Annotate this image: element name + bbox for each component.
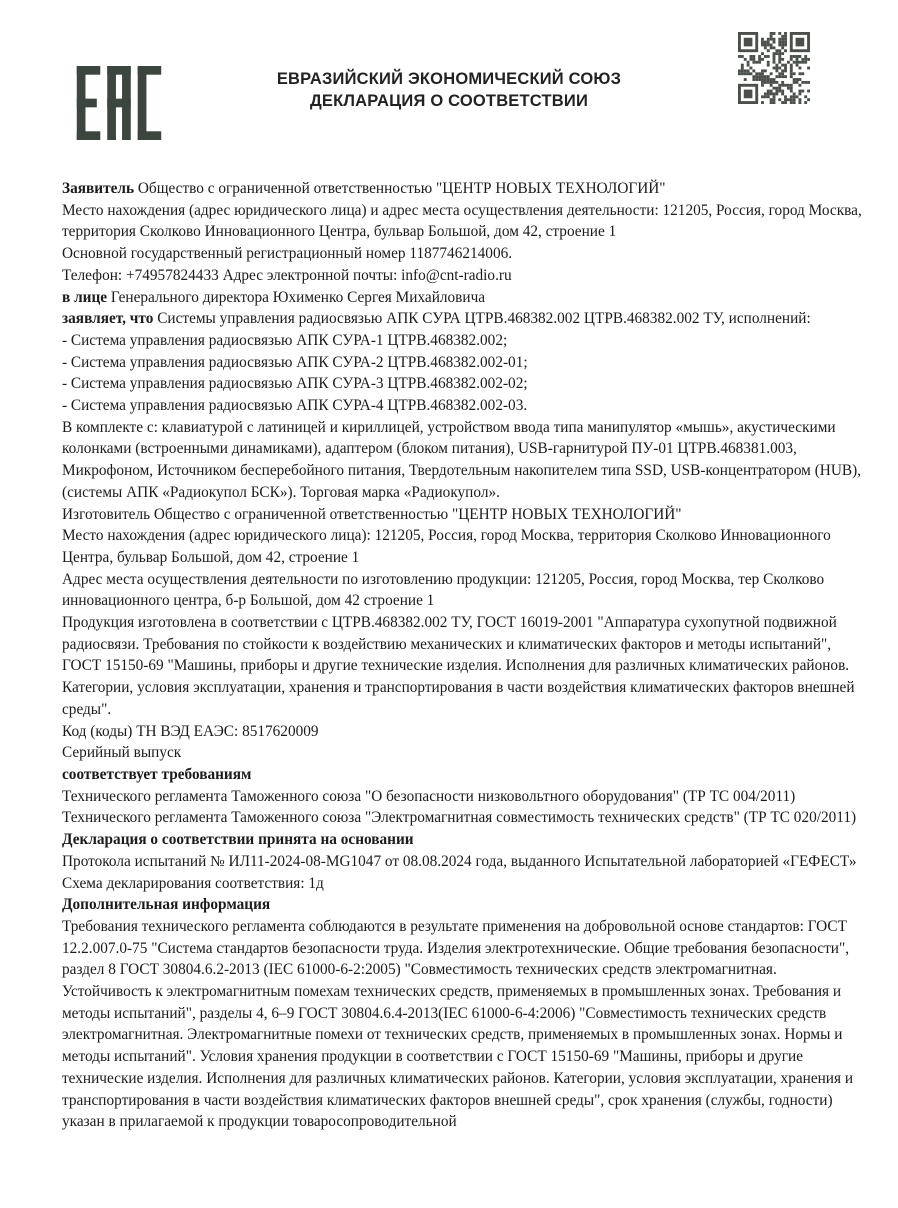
document-body bbox=[62, 178, 862, 1133]
paragraph bbox=[62, 851, 862, 873]
qr-code-icon bbox=[738, 32, 810, 104]
text-segment-bold: заявляет, что bbox=[62, 310, 158, 328]
paragraph bbox=[62, 504, 862, 526]
text-segment: Схема декларирования соответствия: 1д bbox=[62, 874, 324, 892]
text-segment: Протокола испытаний № ИЛ11-2024-08-MG1047 от 08.08.2024 года, выданного Испытательной лабораторией «ГЕФЕСТ» bbox=[62, 852, 857, 870]
text-segment: Серийный выпуск bbox=[62, 744, 182, 762]
text-segment: Требования технического регламента соблюдаются в результате применения на добровольной основе стандартов: ГОСТ 12.2.007.0-75 "Система стандартов безопасности труда. Изделия электротехнические. Общие требования безопасности", раздел 8 ГОСТ 30804.6.2-2013 (IEC 61000-6-2:2005) "Совместимость технических средств электромагнитная. Устойчивость к электромагнитным помехам технических средств, применяемых в промышленных зонах. Требования и методы испытаний", разделы 4, 6–9 ГОСТ 30804.6.4-2013(IEC 61000-6-4:2006) "Совместимость технических средств электромагнитная. Электромагнитные помехи от технических средств, применяемых в промышленных зонах. Нормы и методы испытаний". Условия хранения продукции в соответствии с ГОСТ 15150-69 "Машины, приборы и другие технические изделия. Исполнения для различных климатических районов. Категории, условия эксплуатации, хранения и транспортирования в части воздействия климатических факторов внешней среды", срок хранения (службы, годности) указан в прилагаемой к продукции товаросопроводительной bbox=[62, 917, 854, 1131]
text-segment-bold: Дополнительная информация bbox=[62, 896, 271, 914]
paragraph bbox=[62, 287, 862, 309]
paragraph bbox=[62, 569, 862, 612]
text-segment: Технического регламента Таможенного союза "Электромагнитная совместимость технических средств" (ТР ТС 020/2011) bbox=[62, 809, 857, 827]
paragraph bbox=[62, 916, 862, 1133]
paragraph bbox=[62, 612, 862, 721]
text-segment-bold: в лице bbox=[62, 288, 111, 306]
paragraph bbox=[62, 807, 862, 829]
paragraph bbox=[62, 265, 862, 287]
paragraph bbox=[62, 829, 862, 851]
paragraph bbox=[62, 330, 862, 352]
text-segment: - Система управления радиосвязью АПК СУРА-2 ЦТРВ.468382.002-01; bbox=[62, 353, 528, 371]
text-segment: Телефон: +74957824433 Адрес электронной почты: info@cnt-radio.ru bbox=[62, 266, 512, 284]
text-segment: - Система управления радиосвязью АПК СУРА-3 ЦТРВ.468382.002-02; bbox=[62, 375, 528, 393]
paragraph bbox=[62, 786, 862, 808]
text-segment: Адрес места осуществления деятельности по изготовлению продукции: 121205, Россия, город Москва, тер Сколково инновационного центра, б-р Большой, дом 42 строение 1 bbox=[62, 570, 825, 610]
paragraph bbox=[62, 894, 862, 916]
paragraph bbox=[62, 417, 862, 504]
paragraph bbox=[62, 721, 862, 743]
text-segment: Генерального директора Юхименко Сергея Михайловича bbox=[110, 288, 486, 306]
text-segment-bold: Заявитель bbox=[62, 180, 138, 197]
text-segment: Технического регламента Таможенного союза "О безопасности низковольтного оборудования" (ТР ТС 004/2011) bbox=[62, 787, 796, 805]
text-segment: Изготовитель Общество с ограниченной ответственностью "ЦЕНТР НОВЫХ ТЕХНОЛОГИЙ" bbox=[62, 505, 682, 523]
paragraph bbox=[62, 352, 862, 374]
text-segment: Код (коды) ТН ВЭД ЕАЭС: 8517620009 bbox=[62, 722, 319, 740]
paragraph bbox=[62, 373, 862, 395]
text-segment: В комплекте с: клавиатурой с латиницей и кириллицей, устройством ввода типа манипулятор «мышь», акустическими колонками (встроенными динамиками), адаптером (блоком питания), USB-гарнитурой ПУ-01 ЦТРВ.468381.003, Микрофоном, Источником бесперебойного питания, Твердотельным накопителем типа SSD, USB-концентратором (HUB), (системы АПК «Радиокупол БСК»). Торговая марка «Радиокупол». bbox=[62, 418, 861, 501]
text-segment: - Система управления радиосвязью АПК СУРА-1 ЦТРВ.468382.002; bbox=[62, 331, 508, 349]
paragraph bbox=[62, 308, 862, 330]
paragraph bbox=[62, 243, 862, 265]
paragraph bbox=[62, 178, 862, 200]
paragraph bbox=[62, 742, 862, 764]
text-segment: Место нахождения (адрес юридического лица) и адрес места осуществления деятельности: 121205, Россия, город Москва, территория Сколково Инновационного Центра, бульвар Большой, дом 42, строение 1 bbox=[62, 201, 862, 241]
title-line-1: ЕВРАЗИЙСКИЙ ЭКОНОМИЧЕСКИЙ СОЮЗ bbox=[276, 70, 622, 88]
text-segment: Место нахождения (адрес юридического лица): 121205, Россия, город Москва, территория Сколково Инновационного Центра, бульвар Большой, дом 42, строение 1 bbox=[62, 527, 831, 566]
text-segment: - Система управления радиосвязью АПК СУРА-4 ЦТРВ.468382.002-03. bbox=[62, 397, 528, 415]
document-header bbox=[0, 0, 898, 170]
paragraph bbox=[62, 764, 862, 786]
text-segment: Системы управления радиосвязью АПК СУРА ЦТРВ.468382.002 ЦТРВ.468382.002 ТУ, исполнений: bbox=[157, 310, 811, 328]
title-line-2: ДЕКЛАРАЦИЯ О СООТВЕТСТВИИ bbox=[309, 92, 589, 111]
text-segment: Основной государственный регистрационный номер 1187746214006. bbox=[62, 245, 513, 263]
text-segment-bold: Декларация о соответствии принята на основании bbox=[62, 831, 414, 849]
paragraph bbox=[62, 525, 862, 568]
paragraph bbox=[62, 873, 862, 895]
paragraph bbox=[62, 395, 862, 417]
text-segment: Продукция изготовлена в соответствии с ЦТРВ.468382.002 ТУ, ГОСТ 16019-2001 "Аппаратура сухопутной подвижной радиосвязи. Требования по стойкости к воздействию механических и климатических факторов и методы испытаний", ГОСТ 15150-69 "Машины, приборы и другие технические изделия. Исполнения для различных климатических районов. Категории, условия эксплуатации, хранения и транспортирования в части воздействия климатических факторов внешней среды". bbox=[62, 614, 855, 718]
text-segment-bold: соответствует требованиям bbox=[62, 765, 252, 783]
text-segment: Общество с ограниченной ответственностью "ЦЕНТР НОВЫХ ТЕХНОЛОГИЙ" bbox=[137, 180, 666, 197]
paragraph bbox=[62, 200, 862, 243]
